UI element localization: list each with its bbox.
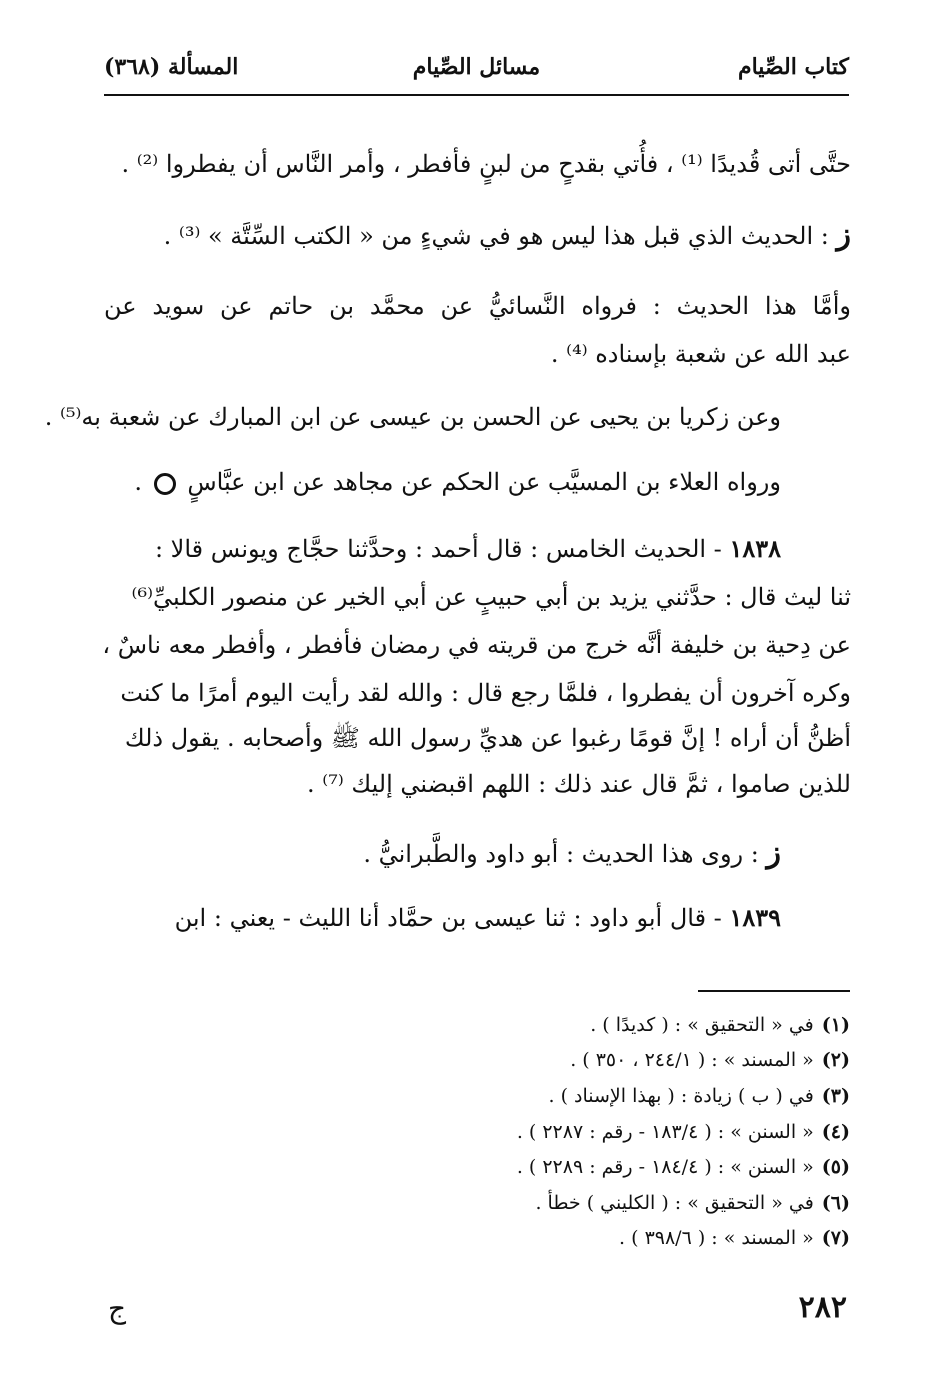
paragraph-text: ورواه العلاء بن المسيَّب عن الحكم عن مجاهد عن ابن عبَّاسٍ [187,468,781,496]
paragraph-line: أظنُّ أن أراه ! إنَّ قومًا رغبوا عن هديِّ رسول الله ﷺ وأصحابه . يقول ذلك [124,724,851,752]
header-issue-number: المسألة (٣٦٨) [104,54,239,80]
note-text: : الحديث الذي قبل هذا ليس هو في شيءٍ من « الكتب السِّتَّة » ⁽³⁾ . [163,222,829,250]
hadith-number: ١٨٣٨ [729,534,781,563]
footnote [570,1047,850,1073]
footnote-number: (١) [821,1014,850,1036]
paragraph-line: حتَّى أتى قُديدًا ⁽¹⁾ ، فأُتي بقدحٍ من لبنٍ فأفطر ، وأمر النَّاس أن يفطروا ⁽²⁾ . [121,150,851,178]
paragraph-end-dot: . [134,468,143,496]
note-line [104,836,851,871]
z-note-symbol: ز [766,835,781,870]
footnote-text: « السنن » : ( ١٨٣/٤ - رقم : ٢٢٨٧ ) . [516,1121,814,1143]
footnote-number: (٧) [821,1227,850,1249]
footnote-number: (٥) [821,1156,850,1178]
paragraph-line [104,465,851,499]
hadith-number: ١٨٣٩ [729,903,781,932]
footnote [549,1083,851,1109]
footnote [517,1119,850,1145]
z-note-symbol: ز [836,217,851,252]
paragraph-line: للذين صاموا ، ثمَّ قال عند ذلك : اللهم اقبضني إليك ⁽⁷⁾ . [307,770,851,798]
footnote-rule [698,990,850,992]
paragraph-line: عبد الله عن شعبة بإسناده ⁽⁴⁾ . [550,340,851,368]
footnote-text: « المسند » : ( ٢٤٤/١ ، ٣٥٠ ) . [570,1049,814,1071]
hadith-text: - الحديث الخامس : قال أحمد : وحدَّثنا حجَّاج ويونس قالا : [154,535,722,563]
footnote [590,1012,850,1038]
footnote [619,1225,850,1251]
note-text: : روى هذا الحديث : أبو داود والطَّبرانيُّ . [363,840,759,868]
paragraph-line: وكره آخرون أن يفطروا ، فلمَّا رجع قال : والله لقد رأيت اليوم أمرًا ما كنت [120,679,851,707]
end-circle-icon [154,473,176,495]
header-book-title: كتاب الصِّيام [737,54,849,80]
footnote-text: في ( ب ) زيادة : ( بهذا الإسناد ) . [548,1085,814,1107]
footnote-text: في « التحقيق » : ( الكليني ) خطأ . [535,1192,814,1214]
hadith-heading-line [104,901,851,935]
signature-mark: ج [108,1292,127,1325]
paragraph-line: وأمَّا هذا الحديث : فرواه النَّسائيُّ عن محمَّد بن حاتم عن سويد عن [104,292,851,320]
running-header [104,50,849,90]
footnote-text: « المسند » : ( ٣٩٨/٦ ) . [619,1227,814,1249]
header-rule [104,94,849,96]
footnote [535,1190,850,1216]
footnote-number: (٣) [821,1085,850,1107]
footnote-number: (٦) [821,1192,850,1214]
footnote-number: (٢) [821,1049,850,1071]
footnote-text: في « التحقيق » : ( كديدًا ) . [590,1014,814,1036]
footnote-text: « السنن » : ( ١٨٤/٤ - رقم : ٢٢٨٩ ) . [516,1156,814,1178]
footnote [517,1154,850,1180]
header-chapter-title: مسائل الصِّيام [412,54,541,80]
hadith-heading-line [104,532,851,566]
paragraph-line: وعن زكريا بن يحيى عن الحسن بن عيسى عن ابن المبارك عن شعبة به⁽⁵⁾ . [44,403,781,431]
note-line [104,218,851,253]
footnote-number: (٤) [821,1121,850,1143]
paragraph-line: عن دِحية بن خليفة أنَّه خرج من قريته في رمضان فأفطر ، وأفطر معه ناسٌ ، [102,631,851,659]
hadith-text: - قال أبو داود : ثنا عيسى بن حمَّاد أنا الليث - يعني : ابن [174,904,722,932]
page-number: ٢٨٢ [798,1290,847,1325]
paragraph-line: ثنا ليث قال : حدَّثني يزيد بن أبي حبيبٍ عن أبي الخير عن منصور الكلبيِّ⁽⁶⁾ [131,583,851,611]
